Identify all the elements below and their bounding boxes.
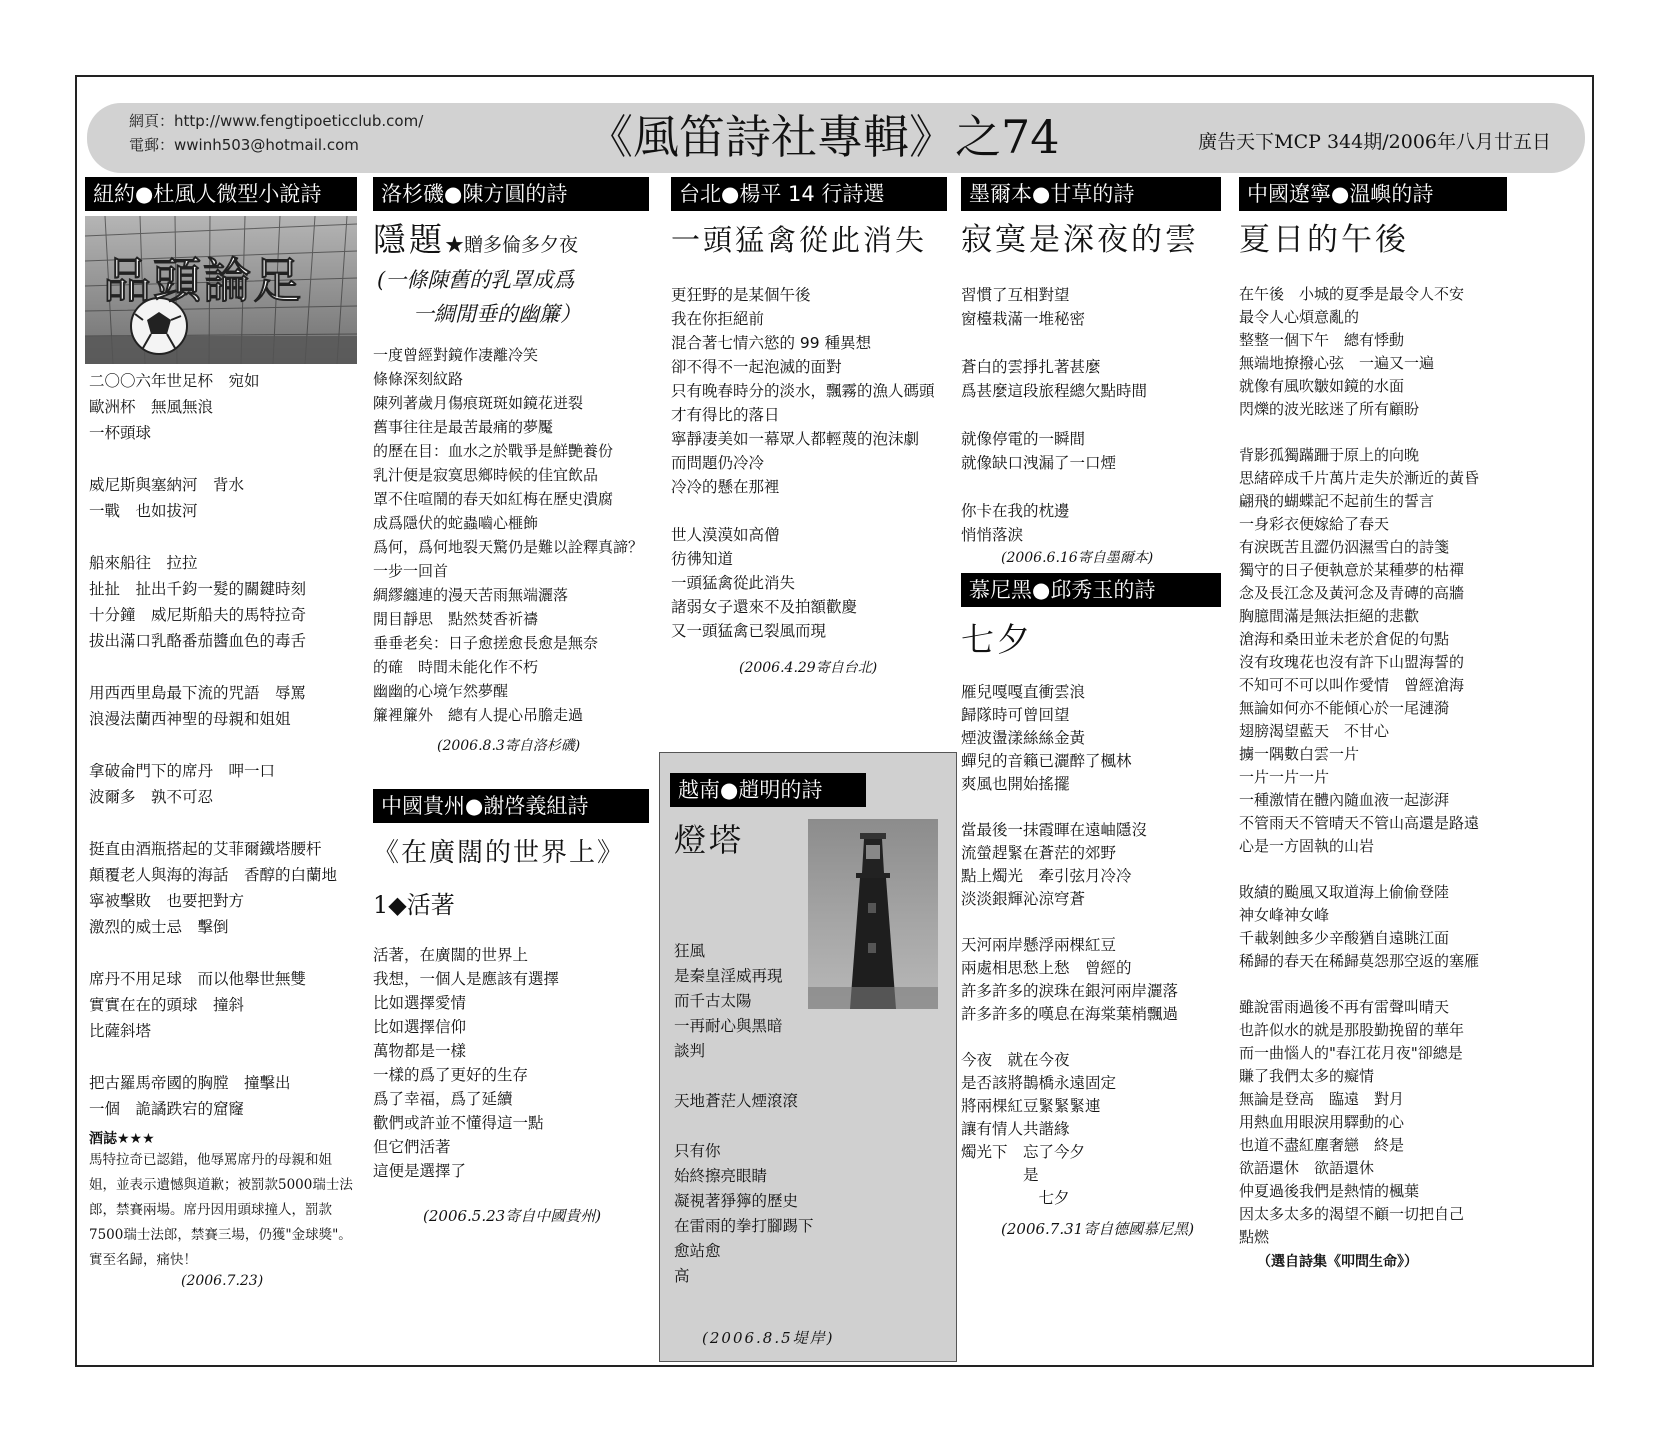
poem-line [89, 654, 357, 680]
poem-line [1239, 858, 1525, 881]
poem-line: 的歷在目：血水之於戰爭是鮮艷養份 [373, 442, 614, 460]
poem-line: 挺直由酒瓶搭起的艾菲爾鐵塔腰杆 [89, 840, 322, 858]
poem-line: 兩處相思愁上愁 曾經的 [961, 959, 1132, 977]
poem-lines [1239, 283, 1525, 1249]
image-title: 品頭論足 [103, 253, 304, 309]
poem-line [89, 446, 357, 472]
column-4 [961, 177, 1229, 1239]
poem-line [89, 524, 357, 550]
poem-line: 是秦皇淫威再現 [674, 967, 783, 985]
poem-line: 沒有玫瑰花也沒有許下山盟海誓的 [1239, 653, 1465, 671]
poem-line: 就像有風吹皺如鏡的水面 [1239, 377, 1405, 395]
poem-line: 在雷雨的拳打腳踢下 [674, 1217, 814, 1235]
poem-line: 爲何，爲何地裂天驚仍是難以詮釋真諦？ [373, 538, 644, 556]
poem-line [961, 331, 1229, 355]
poem-line: 比薩斜塔 [89, 1022, 152, 1040]
poem-lines [85, 368, 357, 1122]
poem-line: 淡淡銀輝沁涼穹蒼 [961, 890, 1086, 908]
poem-line: 拔出滿口乳酪番茄醬血色的毒舌 [89, 632, 307, 650]
poem-line: 滄海和桑田並未老於倉促的句點 [1239, 630, 1450, 648]
poem-lines-2 [961, 681, 1229, 1210]
poem-line [89, 1044, 357, 1070]
poem-line: 是否該將鵲橋永遠固定 [961, 1074, 1117, 1092]
poem-date: (2006.8.3寄自洛杉磯) [437, 738, 581, 754]
poem-line: 而千古太陽 [674, 992, 752, 1010]
poem-lines [373, 343, 663, 727]
poem-line [671, 499, 963, 523]
poem-line: 舊事往往是最苦最痛的夢魘 [373, 418, 554, 436]
poem-line: 始終擦亮眼睛 [674, 1167, 768, 1185]
poem-line: 一杯頭球 [89, 424, 152, 442]
poem-line: 整整一個下午 總有悸動 [1239, 331, 1405, 349]
poem-line [961, 475, 1229, 499]
masthead-title: 《風笛詩社專輯》之74 [587, 110, 1060, 164]
poem-line: 一步一回首 [373, 562, 449, 580]
poem-title-2: 七夕 [961, 620, 1033, 659]
poem-line: 更狂野的是某個午後 [671, 286, 811, 304]
poem-line: 點上燭光 牽引弦月冷冷 [961, 867, 1132, 885]
box-header: 越南●趙明的詩 [670, 773, 866, 807]
poem-line: 冷冷的懸在那裡 [671, 478, 780, 496]
poem-line: 浪漫法蘭西神聖的母親和姐姐 [89, 710, 291, 728]
poem-line [89, 732, 357, 758]
poem-line: 背影孤獨蹣跚于原上的向晚 [1239, 446, 1420, 464]
boxed-poem [659, 752, 957, 1362]
poem-line: 獨守的日子便執意於某種夢的枯禪 [1239, 561, 1465, 579]
poem-line: 蒼白的雲掙扎著甚麼 [961, 358, 1101, 376]
poem-line: 愈站愈 [674, 1242, 721, 1260]
poem-title: 夏日的午後 [1239, 222, 1409, 258]
poem-line: 只有你 [674, 1142, 721, 1160]
poem-line [89, 810, 357, 836]
poem-line: 爲甚麼這段旅程總欠點時間 [961, 382, 1148, 400]
poem-line: 七夕 [961, 1189, 1070, 1207]
poem-line: 也許似水的就是那股勤挽留的華年 [1239, 1021, 1465, 1039]
poem-lines [671, 283, 963, 643]
poem-line: 爽風也開始搖擺 [961, 775, 1070, 793]
poem-line [89, 940, 357, 966]
poem-line: 活著，在廣闊的世界上 [373, 946, 529, 964]
poem-line: 習慣了互相對望 [961, 286, 1070, 304]
poem-line: 寧被擊敗 也要把對方 [89, 892, 245, 910]
poem-line: 又一頭猛禽已裂風而現 [671, 622, 827, 640]
poem-line: 心是一方固執的山岩 [1239, 837, 1375, 855]
poem-line: 不知可不可以叫作愛情 曾經滄海 [1239, 676, 1465, 694]
poem-line: 一戰 也如拔河 [89, 502, 198, 520]
issue-info: 廣告天下MCP 344期/2006年八月廿五日 [1198, 131, 1551, 153]
poem-line: 也道不盡紅塵奢戀 終是 [1239, 1136, 1405, 1154]
page-frame [75, 75, 1594, 1367]
poem-line: 歐洲杯 無風無浪 [89, 398, 214, 416]
poem-line: 燭光下 忘了今夕 [961, 1143, 1086, 1161]
poem-line: 在午後 小城的夏季是最令人不安 [1239, 285, 1465, 303]
poem-line: 許多許多的淚珠在銀河兩岸灑落 [961, 982, 1179, 1000]
poem-line: 才有得比的落日 [671, 406, 780, 424]
poem-line: 簾裡簾外 總有人提心吊膽走過 [373, 706, 584, 724]
poem-line [961, 403, 1229, 427]
poem-line [1239, 973, 1525, 996]
poem-line: 雖說雷雨過後不再有雷聲叫晴天 [1239, 998, 1450, 1016]
poem-title-row [373, 217, 663, 263]
poem-line: 無端地撩撥心弦 一遍又一遍 [1239, 354, 1435, 372]
poem-line: 就像停電的一瞬間 [961, 430, 1086, 448]
poem-line: 今夜 就在今夜 [961, 1051, 1070, 1069]
poem-line: 一度曾經對鏡作凄離冷笑 [373, 346, 539, 364]
poem-line: 比如選擇愛情 [373, 994, 467, 1012]
email-text[interactable]: 電郵：wwinh503@hotmail.com [129, 136, 359, 154]
poem-lines [961, 283, 1229, 547]
poem-line: 彷彿知道 [671, 550, 734, 568]
soccer-image [85, 216, 357, 364]
poem-line: 無論如何亦不能傾心於一尾漣漪 [1239, 699, 1450, 717]
poem-line: 用熱血用眼淚用驛動的心 [1239, 1113, 1405, 1131]
poem-line: 我想，一個人是應該有選擇 [373, 970, 560, 988]
column-1 [85, 177, 357, 1289]
note-text: 馬特拉奇已認錯，他辱罵席丹的母親和姐姐，並表示遺憾與道歉；被罰款5000瑞士法郎，禁賽兩場。席丹因用頭球撞人，罰款7500瑞士法郎，禁賽三場，仍獲"金球獎"。實至名歸，痛快！ [89, 1152, 353, 1268]
poem-line: 用西西里島最下流的咒語 辱罵 [89, 684, 307, 702]
poem-line: 顛覆老人與海的海話 香醇的白蘭地 [89, 866, 338, 884]
column-3-header: 台北●楊平 14 行詩選 [671, 177, 947, 211]
poem-line [674, 1064, 814, 1089]
poem-line: 綢繆纏連的漫天苦雨無端灑落 [373, 586, 569, 604]
poem-line: 將兩棵紅豆緊緊緊連 [961, 1097, 1101, 1115]
poem-line: 無論是登高 臨遠 對月 [1239, 1090, 1405, 1108]
poem-line: 翅膀渴望藍天 不甘心 [1239, 722, 1390, 740]
poem-line: 波爾多 孰不可忍 [89, 788, 214, 806]
poem-line: 比如選擇信仰 [373, 1018, 467, 1036]
note-title: 酒誌★★★ [89, 1131, 155, 1147]
poem-line: 一種激情在體內隨血液一起澎湃 [1239, 791, 1450, 809]
lighthouse-image [808, 819, 938, 1009]
poem-line [1239, 421, 1525, 444]
poem-line: 而問題仍冷冷 [671, 454, 765, 472]
poem-line: 卻不得不一起泡滅的面對 [671, 358, 842, 376]
poem-line [674, 1114, 814, 1139]
poem-line: 但它們活著 [373, 1138, 451, 1156]
poem-line: 凝視著猙獰的歷史 [674, 1192, 799, 1210]
poem-line: 最令人心煩意亂的 [1239, 308, 1360, 326]
poem-line [961, 911, 1229, 934]
poem-line: 成爲隱伏的蛇蟲嚙心榧飾 [373, 514, 539, 532]
poem-line: 的確 時間未能化作不朽 [373, 658, 539, 676]
poem-line: 翩飛的蝴蝶記不起前生的誓言 [1239, 492, 1435, 510]
lighthouse-icon [808, 819, 938, 1009]
poem-line: 一再耐心與黑暗 [674, 1017, 783, 1035]
column-2 [373, 177, 663, 1226]
poem-date: (2006.7.23) [181, 1273, 264, 1289]
column-5 [1239, 177, 1525, 1271]
poem-line: 一樣的爲了更好的生存 [373, 1066, 529, 1084]
poem-line: 激烈的威士忌 擊倒 [89, 918, 229, 936]
poem-line: 一身彩衣便嫁給了春天 [1239, 515, 1390, 533]
poem-line: 胸臆間滿是無法拒絕的悲歡 [1239, 607, 1420, 625]
poem-line: 欲語還休 欲語還休 [1239, 1159, 1375, 1177]
box-poem-date: (2006.8.5堤岸) [702, 1329, 835, 1347]
poem-title: 寂寞是深夜的雲 [961, 222, 1199, 258]
poem-line: 拿破侖門下的席丹 呷一口 [89, 762, 276, 780]
poem-line: 實實在在的頭球 撞斜 [89, 996, 245, 1014]
poem-line: 神女峰神女峰 [1239, 906, 1330, 924]
poem-line: 二〇〇六年世足杯 宛如 [89, 372, 260, 390]
column-2-header: 洛杉磯●陳方圓的詩 [373, 177, 649, 211]
poem-line: 爲了幸福，爲了延續 [373, 1090, 513, 1108]
poem-line: 流螢趕緊在蒼茫的郊野 [961, 844, 1117, 862]
poem-line: 點燃 [1239, 1228, 1270, 1246]
poem-line: 威尼斯與塞納河 背水 [89, 476, 245, 494]
poem-line: 只有晚春時分的淡水，飄霧的漁人碼頭 [671, 382, 935, 400]
poem-line: 閒目靜思 點然焚香祈禱 [373, 610, 539, 628]
poem-line: 讓有情人共諧緣 [961, 1120, 1070, 1138]
poem-line: 談判 [674, 1042, 706, 1060]
poem-line: 閃爍的波光眩迷了所有顧盼 [1239, 400, 1420, 418]
website-text[interactable]: 網頁：http://www.fengtipoeticclub.com/ [129, 112, 424, 130]
poem-lines-2 [373, 943, 663, 1183]
poem-line: 因太多太多的渴望不顧一切把自己 [1239, 1205, 1465, 1223]
poem-date: (2006.6.16寄自墨爾本) [1001, 550, 1154, 566]
poem-line: 思緒碎成千片萬片走失於漸近的黃昏 [1239, 469, 1480, 487]
poem-line: 當最後一抹霞暉在遠岫隱沒 [961, 821, 1148, 839]
poem-line: 幽幽的心境乍然夢醒 [373, 682, 509, 700]
column-4-header-2: 慕尼黑●邱秀玉的詩 [961, 573, 1221, 607]
poem-line: 寧靜凄美如一幕眾人都輕蔑的泡沫劇 [671, 430, 920, 448]
poem-line: 許多許多的嘆息在海棠葉梢飄過 [961, 1005, 1179, 1023]
poem-line: 十分鐘 威尼斯船夫的馬特拉奇 [89, 606, 307, 624]
poem-line: 而一曲惱人的"春江花月夜"卻總是 [1239, 1044, 1463, 1062]
poem-line: 萬物都是一樣 [373, 1042, 467, 1060]
poem-line: 擄一隅數白雲一片 [1239, 745, 1360, 763]
poem-line: 混合著七情六慾的 99 種異想 [671, 334, 872, 352]
poem-line: 悄悄落淚 [961, 526, 1024, 544]
poem-line: 船來船往 拉拉 [89, 554, 198, 572]
poem-line: 高 [674, 1267, 690, 1285]
poem-date-2: (2006.7.31寄自德國慕尼黑) [1001, 1220, 1195, 1238]
poem-source: （選自詩集《叩問生命》） [1257, 1254, 1418, 1270]
poem-line: 陳列著歲月傷痕斑斑如鏡花迸裂 [373, 394, 584, 412]
column-1-header: 紐約●杜風人微型小說詩 [85, 177, 357, 211]
poem-line: 敗績的颱風又取道海上偷偷登陸 [1239, 883, 1450, 901]
poem-line: 把古羅馬帝國的胸膛 撞擊出 [89, 1074, 291, 1092]
poem-line: 煙波盪漾絲絲金黃 [961, 729, 1086, 747]
poem-line: 一片一片一片 [1239, 768, 1330, 786]
column-3 [671, 177, 963, 1347]
poem-title-2: 《在廣闊的世界上》 [373, 838, 626, 868]
poem-line: 一頭猛禽從此消失 [671, 574, 796, 592]
contact-info [129, 109, 423, 157]
poem-dedication: ★贈多倫多夕夜 [445, 234, 579, 256]
poem-line: 不管雨天不管晴天不管山高還是路遠 [1239, 814, 1480, 832]
poem-line: 窗檯栽滿一堆秘密 [961, 310, 1086, 328]
poem-line: 垂垂老矣：日子愈搓愈長愈是無奈 [373, 634, 599, 652]
column-2-header-2: 中國貴州●謝啓義組詩 [373, 789, 649, 823]
poem-subtitle-1: (一條陳舊的乳罩成爲 [377, 268, 575, 292]
poem-line: 一個 詭譎跌宕的窟窿 [89, 1100, 245, 1118]
poem-line: 扯扯 扯出千鈞一髮的關鍵時刻 [89, 580, 307, 598]
poem-line: 條條深刻紋路 [373, 370, 464, 388]
poem-line: 諸弱女子還來不及拍額歡慶 [671, 598, 858, 616]
poem-line: 稀歸的春天在稀歸莫怨那空返的塞雁 [1239, 952, 1480, 970]
poem-title: 隱題 [373, 220, 445, 259]
poem-line: 賺了我們太多的癡情 [1239, 1067, 1375, 1085]
column-4-header: 墨爾本●甘草的詩 [961, 177, 1221, 211]
poem-line: 歡們或許並不懂得這一點 [373, 1114, 544, 1132]
poem-line: 千載剝蝕多少辛酸猶自遠眺江面 [1239, 929, 1450, 947]
poem-line: 天地蒼茫人煙滾滾 [674, 1092, 799, 1110]
poem-line [961, 1026, 1229, 1049]
poem-line: 世人漠漠如高僧 [671, 526, 780, 544]
poem-section-title: 1◆活著 [373, 891, 455, 919]
poem-line: 歸隊時可曾回望 [961, 706, 1070, 724]
poem-line: 這便是選擇了 [373, 1162, 467, 1180]
poem-line: 我在你拒絕前 [671, 310, 765, 328]
poem-line: 狂風 [674, 942, 706, 960]
poem-line: 念及長江念及黃河念及青磚的高牆 [1239, 584, 1465, 602]
poem-line: 你卡在我的枕邊 [961, 502, 1070, 520]
column-5-header: 中國遼寧●溫嶼的詩 [1239, 177, 1507, 211]
poem-line: 就像缺口洩漏了一口煙 [961, 454, 1117, 472]
poem-line: 是 [961, 1166, 1039, 1184]
poem-date-2: (2006.5.23寄自中國貴州) [423, 1207, 602, 1225]
poem-line: 罩不住喧鬧的春天如紅梅在歷史潰腐 [373, 490, 614, 508]
poem-line [961, 796, 1229, 819]
box-poem-lines [674, 939, 814, 1289]
masthead-banner [87, 103, 1585, 173]
poem-line: 仲夏過後我們是熱情的楓葉 [1239, 1182, 1420, 1200]
poem-date: (2006.4.29寄自台北) [739, 660, 878, 676]
poem-line: 席丹不用足球 而以他舉世無雙 [89, 970, 307, 988]
poem-line: 乳汁便是寂寞思鄉時候的佳宜飲品 [373, 466, 599, 484]
poem-subtitle-2: 一綢閒垂的幽簾） [413, 302, 581, 326]
poem-line: 雁兒嘎嘎直衝雲浪 [961, 683, 1086, 701]
box-poem-title: 燈塔 [674, 821, 745, 859]
poem-title: 一頭猛禽從此消失 [671, 223, 928, 257]
poem-line: 蟬兒的音籟已灑醉了楓林 [961, 752, 1132, 770]
poem-line: 有淚既苦且澀仍泅濕雪白的詩箋 [1239, 538, 1450, 556]
poem-line: 天河兩岸懸浮兩棵紅豆 [961, 936, 1117, 954]
